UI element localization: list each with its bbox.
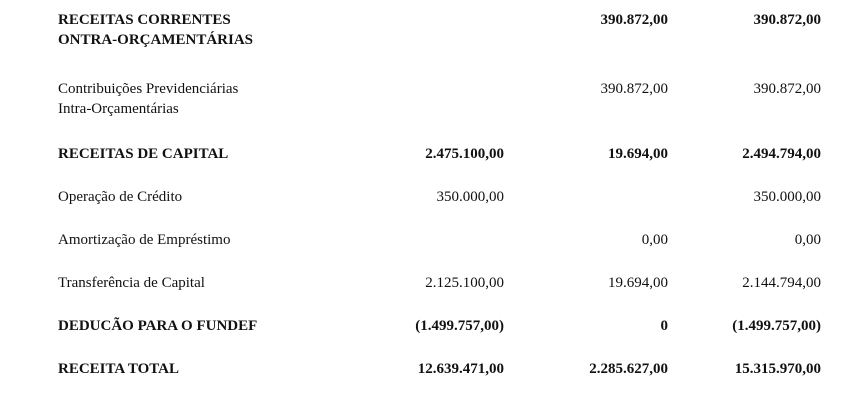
- cell-col1: 2.125.100,00: [425, 275, 504, 291]
- cell-col3: 15.315.970,00: [734, 361, 821, 377]
- cell-col3: (1.499.757,00): [732, 318, 821, 334]
- cell-col1: 2.475.100,00: [425, 146, 504, 162]
- cell-col3: 390.872,00: [753, 81, 821, 97]
- label-line-1: Contribuições Previdenciárias: [58, 81, 239, 97]
- row-label: Transferência de Capital: [58, 275, 205, 291]
- cell-col2: 19.694,00: [608, 146, 668, 162]
- label-line-2: Intra-Orçamentárias: [58, 101, 179, 117]
- label-line-2: ONTRA-ORÇAMENTÁRIAS: [58, 32, 254, 48]
- row-label: RECEITAS DE CAPITAL: [58, 146, 229, 162]
- cell-col3: 2.144.794,00: [742, 275, 821, 291]
- cell-col2: 390.872,00: [600, 81, 668, 97]
- row-label: DEDUCÃO PARA O FUNDEF: [58, 318, 258, 334]
- cell-col1: 12.639.471,00: [417, 361, 504, 377]
- cell-col2: 0,00: [641, 232, 668, 248]
- row-label: [58, 10, 253, 50]
- cell-col2: 19.694,00: [608, 275, 668, 291]
- row-label: Operação de Crédito: [58, 189, 183, 205]
- cell-col2: 2.285.627,00: [589, 361, 668, 377]
- cell-col1: 350.000,00: [436, 189, 504, 205]
- cell-col3: 350.000,00: [753, 189, 821, 205]
- cell-col3: 2.494.794,00: [742, 146, 821, 162]
- label-line-1: RECEITAS CORRENTES: [58, 12, 231, 28]
- row-label: Amortização de Empréstimo: [58, 232, 231, 248]
- row-label: [58, 79, 238, 119]
- cell-col2: 390.872,00: [600, 12, 668, 28]
- cell-col1: (1.499.757,00): [415, 318, 504, 334]
- cell-col3: 0,00: [794, 232, 821, 248]
- cell-col3: 390.872,00: [753, 12, 821, 28]
- cell-col2: 0: [660, 318, 668, 334]
- row-label: RECEITA TOTAL: [58, 361, 180, 377]
